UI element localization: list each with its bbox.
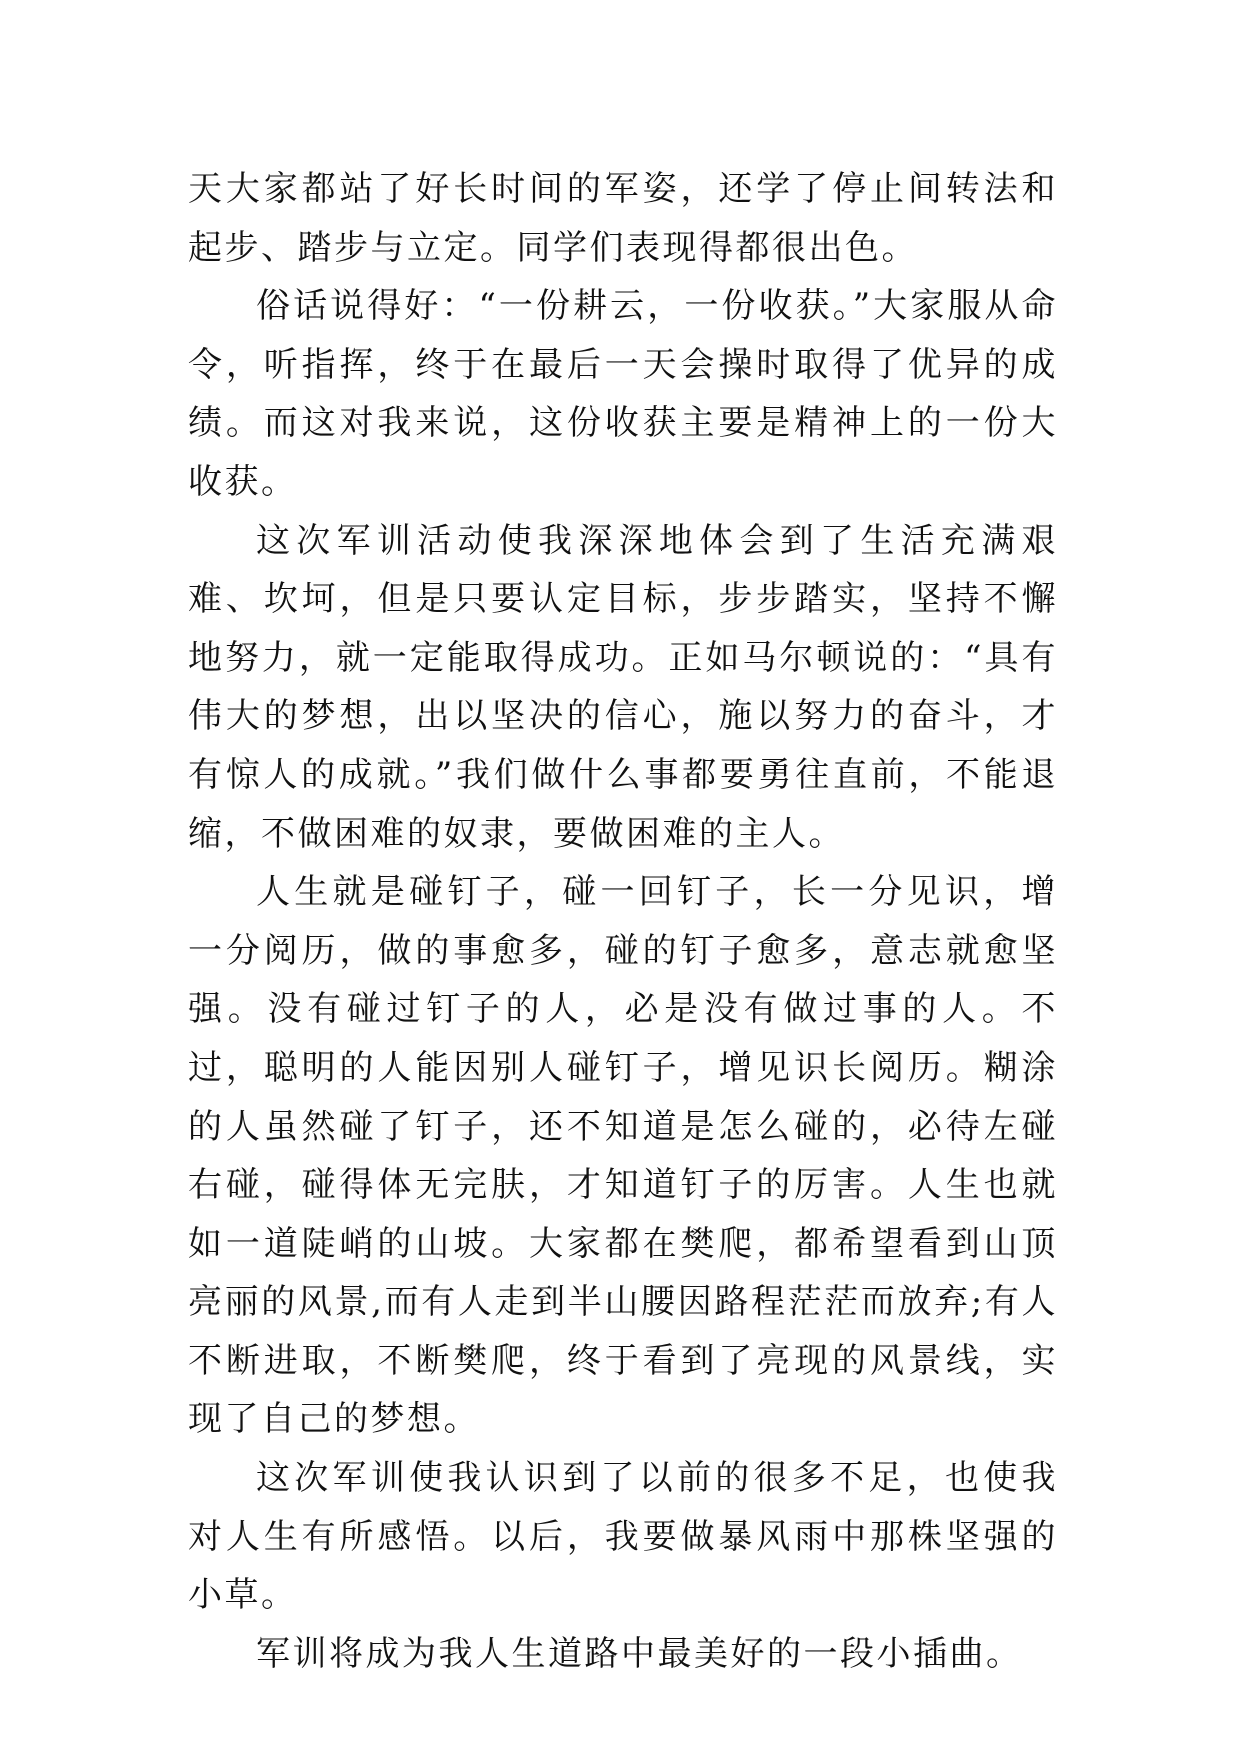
paragraph-reflection: 这次军训使我认识到了以前的很多不足，也使我对人生有所感悟。以后，我要做暴风雨中那株坚强的小草。	[188, 1458, 1058, 1616]
paragraph-life-nails: 人生就是碰钉子，碰一回钉子，长一分见识，增一分阅历，做的事愈多，碰的钉子愈多，意志就愈坚强。没有碰过钉子的人，必是没有做过事的人。不过，聪明的人能因别人碰钉子，增见识长阅历。糊涂的人虽然碰了钉子，还不知道是怎么碰的，必待左碰右碰，碰得体无完肤，才知道钉子的厉害。人生也就如一道陡峭的山坡。大家都在樊爬，都希望看到山顶亮丽的风景,而有人走到半山腰因路程茫茫而放弃;有人不断进取，不断樊爬，终于看到了亮现的风景线，实现了自己的梦想。	[188, 872, 1058, 1440]
paragraph-continuation: 天大家都站了好长时间的军姿，还学了停止间转法和起步、踏步与立定。同学们表现得都很出色。	[188, 169, 1058, 268]
paragraph-harvest: 俗话说得好：“一份耕云，一份收获。”大家服从命令，听指挥，终于在最后一天会操时取得了优异的成绩。而这对我来说，这份收获主要是精神上的一份大收获。	[188, 286, 1058, 502]
document-page	[188, 160, 1058, 1683]
paragraph-perseverance: 这次军训活动使我深深地体会到了生活充满艰难、坎坷，但是只要认定目标，步步踏实，坚持不懈地努力，就一定能取得成功。正如马尔顿说的：“具有伟大的梦想，出以坚决的信心，施以努力的奋斗，才有惊人的成就。”我们做什么事都要勇往直前，不能退缩，不做困难的奴隶，要做困难的主人。	[188, 520, 1058, 854]
paragraph-conclusion: 军训将成为我人生道路中最美好的一段小插曲。	[256, 1633, 1023, 1674]
